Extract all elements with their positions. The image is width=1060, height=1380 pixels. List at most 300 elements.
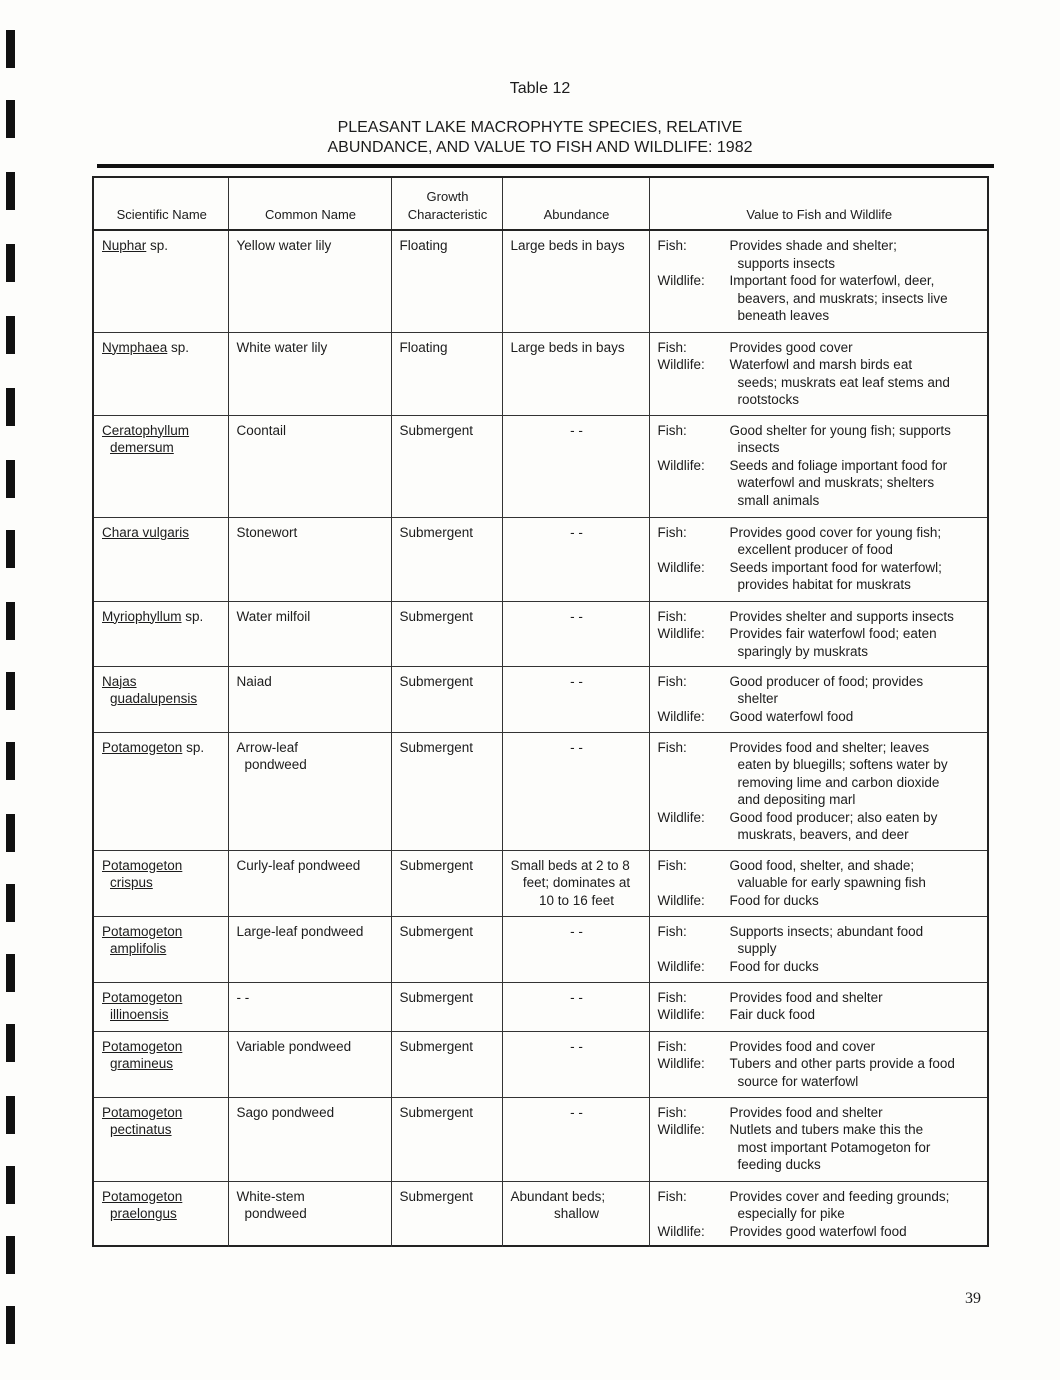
cell-scientific-name: [94, 732, 228, 850]
wildlife-value-line: Provides good waterfowl food: [729, 1223, 907, 1239]
wildlife-value-line: source for waterfowl: [737, 1073, 859, 1089]
fish-label: Fish:: [657, 739, 687, 755]
fish-value: [730, 524, 982, 559]
fish-value-line: Provides good cover: [729, 339, 853, 355]
wildlife-value-line: feeding ducks: [737, 1157, 821, 1172]
abundance-line: - -: [570, 923, 583, 939]
wildlife-value: [730, 625, 982, 660]
fish-value: [730, 1188, 982, 1223]
value-block: [658, 739, 982, 844]
binder-hole: [6, 814, 15, 852]
scientific-genus: Potamogeton: [102, 989, 183, 1005]
abundance-line: - -: [570, 608, 583, 624]
abundance-line: - -: [570, 739, 583, 755]
wildlife-value-line: waterfowl and muskrats; shelters: [737, 475, 935, 490]
wildlife-value-line: Nutlets and tubers make this the: [729, 1122, 924, 1137]
abundance-line: - -: [570, 1038, 583, 1054]
fish-row: [658, 923, 982, 958]
wildlife-row: [658, 958, 982, 976]
abundance-line: shallow: [553, 1206, 600, 1221]
wildlife-value-line: Seeds and foliage important food for: [729, 457, 948, 473]
cell-scientific-name: [94, 517, 228, 601]
fish-value-line: Provides shelter and supports insects: [729, 608, 954, 624]
fish-value-line: supply: [737, 941, 777, 956]
fish-row: [658, 673, 982, 708]
header-growth-line2: Characteristic: [407, 206, 488, 222]
cell-abundance: [502, 1181, 649, 1247]
cell-abundance: [502, 1031, 649, 1097]
cell-value: [649, 850, 987, 916]
fish-value-line: Provides food and cover: [729, 1038, 876, 1054]
header-common-name: Common Name: [228, 178, 391, 230]
scientific-species: demersum: [110, 440, 174, 455]
fish-value-line: supports insects: [737, 255, 836, 271]
cell-growth: Submergent: [391, 1181, 502, 1247]
wildlife-value-line: Good food producer; also eaten by: [729, 809, 938, 825]
fish-label: Fish:: [657, 1104, 687, 1120]
fish-label: Fish:: [657, 339, 687, 355]
abundance-line: - -: [570, 673, 583, 689]
binder-hole: [6, 316, 15, 354]
wildlife-row: [658, 356, 982, 409]
wildlife-value-line: Important food for waterfowl, deer,: [729, 273, 935, 288]
title-line-2: ABUNDANCE, AND VALUE TO FISH AND WILDLIFE: 1982: [327, 139, 753, 156]
cell-abundance: [502, 230, 649, 332]
wildlife-row: [658, 625, 982, 660]
cell-common-name: [228, 850, 391, 916]
common-name-line: Curly-leaf pondweed: [236, 857, 361, 873]
fish-value-line: removing lime and carbon dioxide: [737, 774, 940, 790]
fish-row: [658, 339, 982, 357]
scientific-suffix: sp.: [167, 339, 190, 355]
wildlife-value-line: Seeds important food for waterfowl;: [729, 559, 942, 575]
title-rule: [97, 164, 994, 168]
cell-abundance: [502, 666, 649, 732]
wildlife-label: Wildlife:: [657, 1056, 705, 1071]
binder-hole: [6, 460, 15, 498]
wildlife-label: Wildlife:: [657, 708, 705, 724]
wildlife-label: Wildlife:: [657, 1122, 705, 1137]
table-row: [94, 517, 987, 601]
scientific-suffix: sp.: [146, 238, 169, 253]
cell-common-name: [228, 1097, 391, 1181]
wildlife-value: [730, 559, 982, 594]
common-name-line: Naiad: [236, 673, 272, 689]
header-growth-characteristic: [391, 178, 502, 230]
fish-value: [730, 673, 982, 708]
scientific-genus: Najas: [102, 673, 137, 689]
macrophyte-table: [92, 176, 989, 1247]
binder-hole: [6, 244, 15, 282]
wildlife-value: [730, 708, 982, 726]
value-block: [658, 1188, 982, 1241]
wildlife-row: [658, 559, 982, 594]
common-name-line: pondweed: [244, 1206, 307, 1221]
scientific-genus: Potamogeton: [102, 739, 183, 755]
wildlife-label: Wildlife:: [657, 1007, 705, 1022]
title-line-1: PLEASANT LAKE MACROPHYTE SPECIES, RELATIVE: [337, 119, 743, 136]
scientific-genus: Potamogeton: [102, 857, 183, 873]
binder-hole: [6, 672, 15, 710]
scientific-species: amplifolis: [110, 941, 167, 956]
scientific-genus: Potamogeton: [102, 923, 183, 939]
table-row: [94, 732, 987, 850]
table-row: [94, 332, 987, 415]
value-block: [658, 923, 982, 976]
wildlife-value-line: Tubers and other parts provide a food: [729, 1056, 955, 1071]
cell-abundance: [502, 916, 649, 982]
fish-value: [730, 1038, 982, 1056]
fish-value: [730, 1104, 982, 1122]
cell-scientific-name: [94, 230, 228, 332]
wildlife-value-line: beneath leaves: [737, 308, 830, 323]
cell-scientific-name: [94, 601, 228, 666]
wildlife-value-line: rootstocks: [737, 392, 800, 407]
binder-hole: [6, 1166, 15, 1204]
fish-value: [730, 989, 982, 1007]
header-growth-line1: Growth: [426, 189, 469, 204]
wildlife-row: [658, 1121, 982, 1174]
cell-common-name: [228, 1181, 391, 1247]
cell-common-name: [228, 415, 391, 517]
value-block: [658, 1038, 982, 1091]
wildlife-label: Wildlife:: [657, 457, 705, 473]
cell-scientific-name: [94, 666, 228, 732]
table-row: [94, 601, 987, 666]
wildlife-row: [658, 1055, 982, 1090]
value-block: [658, 1104, 982, 1174]
abundance-line: feet; dominates at: [522, 875, 631, 890]
cell-common-name: [228, 332, 391, 415]
binder-hole: [6, 388, 15, 426]
fish-value-line: Provides food and shelter; leaves: [729, 739, 930, 755]
scientific-genus: Chara vulgaris: [102, 524, 190, 540]
value-block: [658, 422, 982, 510]
scientific-species: crispus: [110, 875, 153, 890]
cell-scientific-name: [94, 1031, 228, 1097]
binder-hole: [6, 172, 15, 210]
cell-scientific-name: [94, 916, 228, 982]
scientific-suffix: sp.: [181, 608, 204, 624]
wildlife-value-line: muskrats, beavers, and deer: [737, 827, 909, 842]
cell-value: [649, 517, 987, 601]
wildlife-row: [658, 708, 982, 726]
cell-scientific-name: [94, 982, 228, 1031]
value-block: [658, 857, 982, 910]
fish-value-line: eaten by bluegills; softens water by: [737, 757, 948, 772]
wildlife-value-line: beavers, and muskrats; insects live: [737, 290, 948, 306]
binder-hole: [6, 602, 15, 640]
wildlife-value-line: Food for ducks: [729, 958, 819, 974]
wildlife-row: [658, 1006, 982, 1024]
scientific-species: gramineus: [110, 1056, 174, 1071]
wildlife-row: [658, 272, 982, 325]
abundance-line: - -: [570, 524, 583, 540]
wildlife-value: [730, 1006, 982, 1024]
fish-row: [658, 1038, 982, 1056]
fish-label: Fish:: [657, 673, 687, 689]
wildlife-label: Wildlife:: [657, 809, 705, 825]
scientific-genus: Nuphar: [102, 238, 147, 253]
scientific-genus: Potamogeton: [102, 1104, 183, 1120]
fish-value-line: shelter: [737, 691, 779, 706]
fish-row: [658, 237, 982, 272]
wildlife-value-line: Fair duck food: [729, 1007, 816, 1022]
wildlife-value-line: most important Potamogeton for: [737, 1139, 931, 1155]
cell-common-name: [228, 732, 391, 850]
wildlife-value-line: provides habitat for muskrats: [737, 577, 911, 592]
common-name-line: Arrow-leaf: [236, 739, 299, 755]
fish-label: Fish:: [657, 923, 687, 939]
wildlife-value: [730, 1121, 982, 1174]
table-title: [60, 118, 1020, 158]
fish-row: [658, 989, 982, 1007]
fish-label: Fish:: [657, 989, 687, 1005]
common-name-line: Large-leaf pondweed: [236, 923, 364, 939]
scientific-species: pectinatus: [110, 1122, 172, 1137]
value-block: [658, 524, 982, 594]
cell-value: [649, 1181, 987, 1247]
cell-abundance: [502, 332, 649, 415]
page-number: 39: [965, 1290, 981, 1307]
header-abundance: Abundance: [502, 178, 649, 230]
fish-label: Fish:: [657, 422, 687, 438]
table-row: [94, 230, 987, 332]
wildlife-value: [730, 892, 982, 910]
scientific-genus: Ceratophyllum: [102, 422, 190, 438]
common-name-line: Water milfoil: [236, 608, 311, 624]
common-name-line: Variable pondweed: [236, 1038, 352, 1054]
fish-value-line: Good producer of food; provides: [729, 673, 924, 689]
cell-abundance: [502, 415, 649, 517]
common-name-line: Coontail: [236, 422, 287, 438]
wildlife-value-line: Good waterfowl food: [729, 708, 854, 724]
cell-growth: Submergent: [391, 916, 502, 982]
fish-label: Fish:: [657, 1038, 687, 1054]
fish-value-line: Provides cover and feeding grounds;: [729, 1188, 950, 1204]
wildlife-label: Wildlife:: [657, 559, 705, 575]
wildlife-value-line: seeds; muskrats eat leaf stems and: [737, 374, 950, 390]
abundance-line: Small beds at 2 to 8: [510, 857, 630, 873]
cell-growth: Submergent: [391, 732, 502, 850]
wildlife-value-line: small animals: [737, 492, 820, 508]
fish-value-line: Good food, shelter, and shade;: [729, 857, 915, 873]
common-name-line: White water lily: [236, 339, 328, 355]
value-block: [658, 339, 982, 409]
scientific-genus: Potamogeton: [102, 1188, 183, 1204]
value-block: [658, 673, 982, 726]
common-name-line: White-stem: [236, 1188, 305, 1204]
fish-value: [730, 923, 982, 958]
wildlife-value: [730, 457, 982, 510]
fish-label: Fish:: [657, 608, 687, 624]
common-name-line: Sago pondweed: [236, 1104, 335, 1120]
fish-value: [730, 739, 982, 809]
scientific-species: guadalupensis: [110, 691, 198, 706]
cell-common-name: [228, 916, 391, 982]
cell-value: [649, 230, 987, 332]
table-row: [94, 666, 987, 732]
scientific-species: praelongus: [110, 1206, 177, 1221]
wildlife-value: [730, 1055, 982, 1090]
wildlife-label: Wildlife:: [657, 1223, 705, 1239]
cell-abundance: [502, 517, 649, 601]
wildlife-label: Wildlife:: [657, 892, 705, 908]
fish-row: [658, 608, 982, 626]
cell-growth: Floating: [391, 230, 502, 332]
cell-scientific-name: [94, 850, 228, 916]
scientific-suffix: sp.: [182, 739, 205, 755]
binder-hole: [6, 100, 15, 138]
cell-value: [649, 415, 987, 517]
fish-label: Fish:: [657, 1188, 687, 1204]
cell-growth: Floating: [391, 332, 502, 415]
fish-row: [658, 1104, 982, 1122]
fish-value-line: especially for pike: [737, 1206, 845, 1221]
binder-hole: [6, 30, 15, 68]
wildlife-row: [658, 809, 982, 844]
fish-value-line: Provides food and shelter: [729, 989, 883, 1005]
binder-holes: [6, 0, 22, 1380]
table-row: [94, 916, 987, 982]
table-row: [94, 415, 987, 517]
wildlife-value: [730, 958, 982, 976]
cell-value: [649, 732, 987, 850]
binder-hole: [6, 1306, 15, 1344]
value-block: [658, 989, 982, 1024]
cell-common-name: [228, 1031, 391, 1097]
wildlife-value: [730, 1223, 982, 1241]
cell-growth: Submergent: [391, 601, 502, 666]
wildlife-row: [658, 892, 982, 910]
binder-hole: [6, 1024, 15, 1062]
fish-label: Fish:: [657, 857, 687, 873]
fish-value: [730, 237, 982, 272]
common-name-line: pondweed: [244, 757, 307, 772]
value-block: [658, 237, 982, 325]
scientific-genus: Myriophyllum: [102, 608, 182, 624]
fish-row: [658, 1188, 982, 1223]
cell-growth: Submergent: [391, 1031, 502, 1097]
fish-value: [730, 422, 982, 457]
wildlife-label: Wildlife:: [657, 626, 705, 641]
cell-value: [649, 332, 987, 415]
fish-value-line: Provides food and shelter: [729, 1104, 883, 1120]
table-row: [94, 1097, 987, 1181]
fish-row: [658, 422, 982, 457]
cell-growth: Submergent: [391, 415, 502, 517]
table-row: [94, 1181, 987, 1247]
abundance-line: Abundant beds;: [510, 1188, 606, 1204]
cell-growth: Submergent: [391, 1097, 502, 1181]
cell-abundance: [502, 1097, 649, 1181]
fish-value-line: Supports insects; abundant food: [729, 923, 924, 939]
fish-value-line: Provides shade and shelter;: [729, 238, 897, 253]
common-name-line: Yellow water lily: [236, 238, 332, 253]
scientific-species: illinoensis: [110, 1007, 169, 1022]
abundance-line: - -: [570, 989, 583, 1005]
cell-growth: Submergent: [391, 850, 502, 916]
scientific-genus: Potamogeton: [102, 1038, 183, 1054]
wildlife-value-line: sparingly by muskrats: [737, 643, 869, 659]
abundance-line: 10 to 16 feet: [538, 892, 615, 908]
cell-value: [649, 916, 987, 982]
binder-hole: [6, 530, 15, 568]
cell-common-name: [228, 601, 391, 666]
wildlife-row: [658, 1223, 982, 1241]
cell-scientific-name: [94, 1181, 228, 1247]
cell-common-name: [228, 666, 391, 732]
abundance-line: - -: [570, 422, 583, 438]
header-value: Value to Fish and Wildlife: [649, 178, 987, 230]
fish-value-line: insects: [737, 440, 780, 455]
cell-scientific-name: [94, 415, 228, 517]
wildlife-row: [658, 457, 982, 510]
cell-value: [649, 601, 987, 666]
wildlife-label: Wildlife:: [657, 357, 705, 372]
scientific-genus: Nymphaea: [102, 339, 168, 355]
value-block: [658, 608, 982, 661]
abundance-line: Large beds in bays: [510, 339, 625, 355]
cell-growth: Submergent: [391, 666, 502, 732]
cell-abundance: [502, 850, 649, 916]
wildlife-value: [730, 356, 982, 409]
fish-value-line: Good shelter for young fish; supports: [729, 422, 951, 438]
fish-row: [658, 524, 982, 559]
cell-common-name: [228, 982, 391, 1031]
cell-scientific-name: [94, 1097, 228, 1181]
table-row: [94, 982, 987, 1031]
table-row: [94, 1031, 987, 1097]
cell-common-name: [228, 517, 391, 601]
cell-abundance: [502, 982, 649, 1031]
fish-row: [658, 857, 982, 892]
fish-row: [658, 739, 982, 809]
cell-abundance: [502, 601, 649, 666]
abundance-line: - -: [570, 1104, 583, 1120]
binder-hole: [6, 884, 15, 922]
table-number: Table 12: [509, 80, 571, 97]
fish-value: [730, 608, 982, 626]
cell-growth: Submergent: [391, 982, 502, 1031]
cell-common-name: [228, 230, 391, 332]
fish-value-line: Provides good cover for young fish;: [729, 524, 942, 540]
abundance-line: Large beds in bays: [510, 238, 625, 253]
header-row: [94, 178, 987, 230]
binder-hole: [6, 1096, 15, 1134]
wildlife-label: Wildlife:: [657, 958, 705, 974]
fish-value-line: excellent producer of food: [737, 542, 893, 557]
wildlife-value: [730, 809, 982, 844]
cell-abundance: [502, 732, 649, 850]
binder-hole: [6, 742, 15, 780]
wildlife-value-line: Waterfowl and marsh birds eat: [729, 357, 913, 372]
cell-value: [649, 982, 987, 1031]
fish-value-line: and depositing marl: [737, 792, 856, 807]
common-name-line: Stonewort: [236, 524, 298, 540]
cell-scientific-name: [94, 332, 228, 415]
fish-label: Fish:: [657, 238, 687, 253]
fish-value: [730, 857, 982, 892]
fish-label: Fish:: [657, 524, 687, 540]
cell-value: [649, 666, 987, 732]
wildlife-value-line: Food for ducks: [729, 892, 819, 908]
wildlife-label: Wildlife:: [657, 273, 705, 288]
binder-hole: [6, 954, 15, 992]
cell-value: [649, 1031, 987, 1097]
header-scientific-name: Scientific Name: [94, 178, 228, 230]
fish-value-line: valuable for early spawning fish: [737, 875, 926, 890]
